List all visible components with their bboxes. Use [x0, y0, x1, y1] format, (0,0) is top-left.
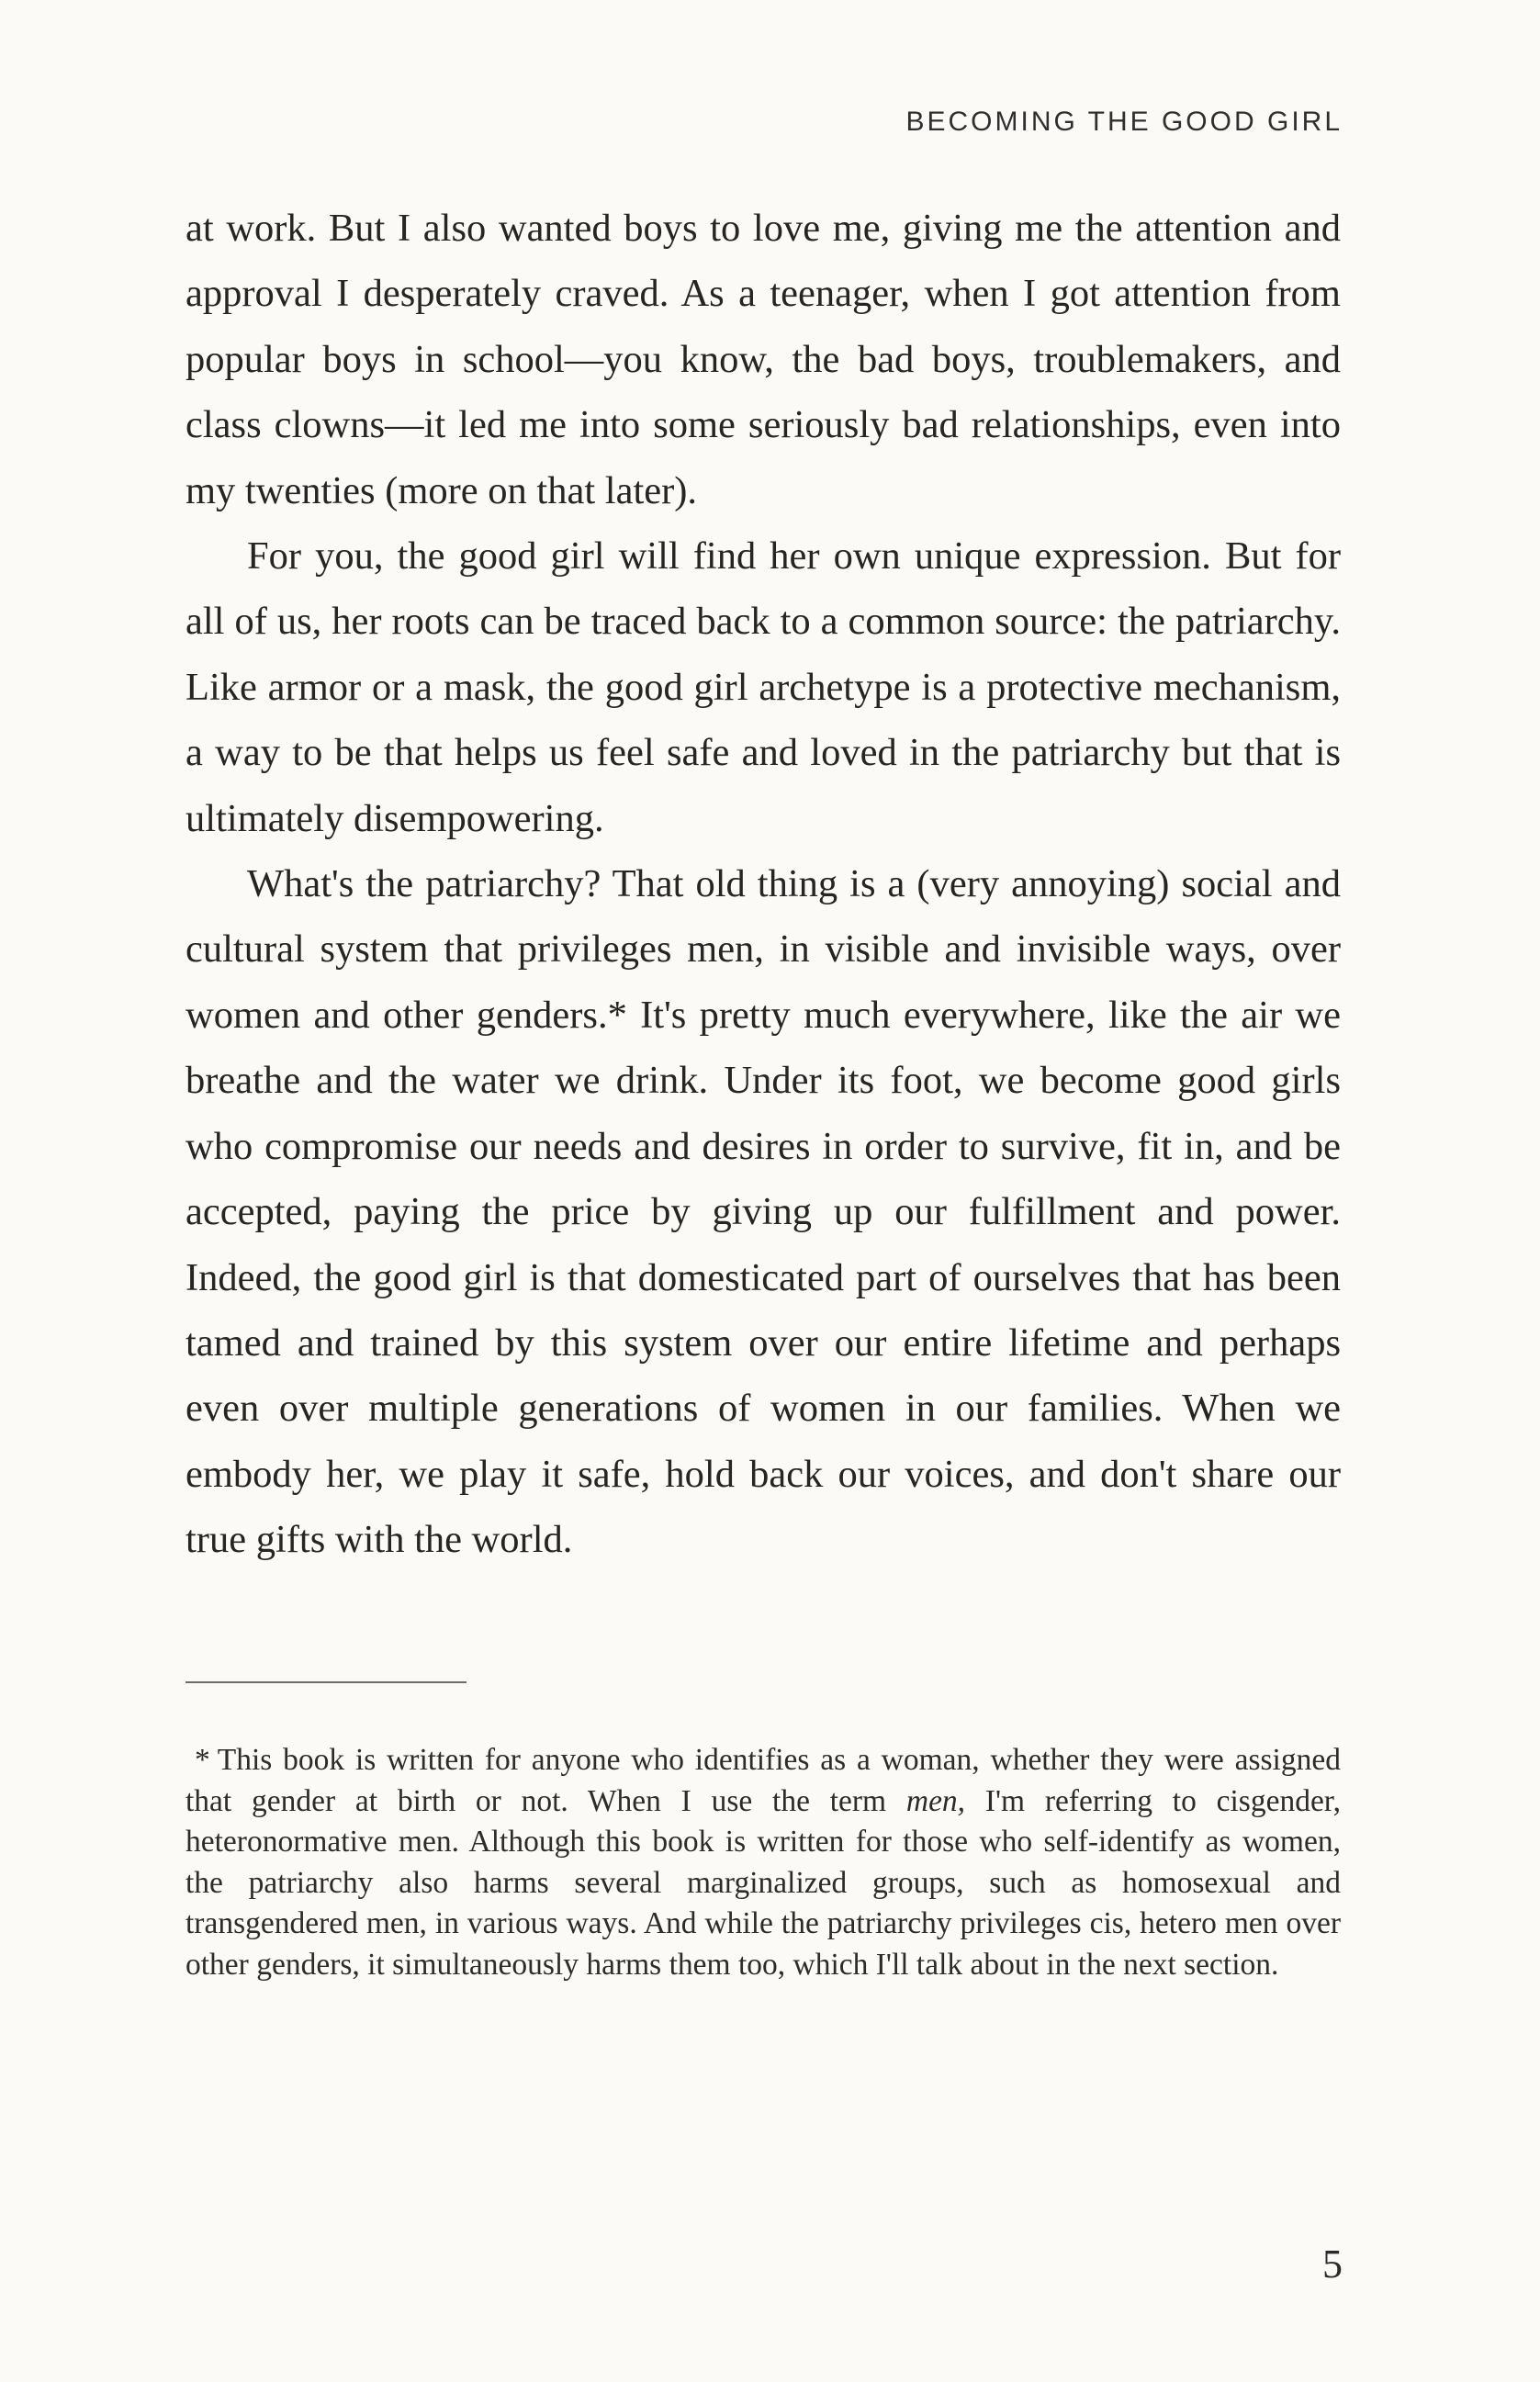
footnote-marker: *: [195, 1743, 210, 1777]
running-head: BECOMING THE GOOD GIRL: [905, 107, 1343, 137]
page-number: 5: [1322, 2242, 1343, 2286]
footnote-text-after: I'm referring to cisgender, heteronormative men. Although this book is written for those who self-identify as women, the patriarchy also harms several marginalized groups, such as homosexual and transgendered men, in various ways. And while the patriarchy privileges cis, hetero men over other genders, it simultaneously harms them too, which I'll talk about in the next section.: [185, 1783, 1341, 1982]
paragraph-what-is-patriarchy: What's the patriarchy? That old thing is a (very annoying) social and cultural system that privileges men, in visible and invisible ways, over women and other genders.* It's pretty much everywhere, like the air we breathe and the water we drink. Under its foot, we become good girls who compromise our needs and desires in order to survive, fit in, and be accepted, paying the price by giving up our fulfillment and power. Indeed, the good girl is that domesticated part of ourselves that has been tamed and trained by this system over our entire lifetime and perhaps even over multiple generations of women in our families. When we embody her, we play it safe, hold back our voices, and don't share our true gifts with the world.: [185, 862, 1341, 1562]
footnote: [185, 1740, 1341, 1986]
paragraph-patriarchy-roots: For you, the good girl will find her own unique expression. But for all of us, her roots can be traced back to a common source: the patriarchy. Like armor or a mask, the good girl archetype is a protective mechanism, a way to be that helps us feel safe and loved in the patriarchy but that is ultimately disempowering.: [185, 534, 1341, 840]
body-text: [185, 196, 1341, 1573]
footnote-term: men,: [905, 1783, 966, 1818]
footnote-divider: [185, 1681, 466, 1683]
footnote-text-before: This book is written for anyone who identifies as a woman, whether they were assigned that gender at birth or not. When I use the term: [185, 1743, 1341, 1818]
footnote-paragraph: [185, 1740, 1341, 1986]
paragraph-continued: at work. But I also wanted boys to love me, giving me the attention and approval I desperately craved. As a teenager, when I got attention from popular boys in school—you know, the bad boys, troublemakers, and class clowns—it led me into some seriously bad relationships, even into my twenties (more on that later).: [185, 207, 1341, 512]
